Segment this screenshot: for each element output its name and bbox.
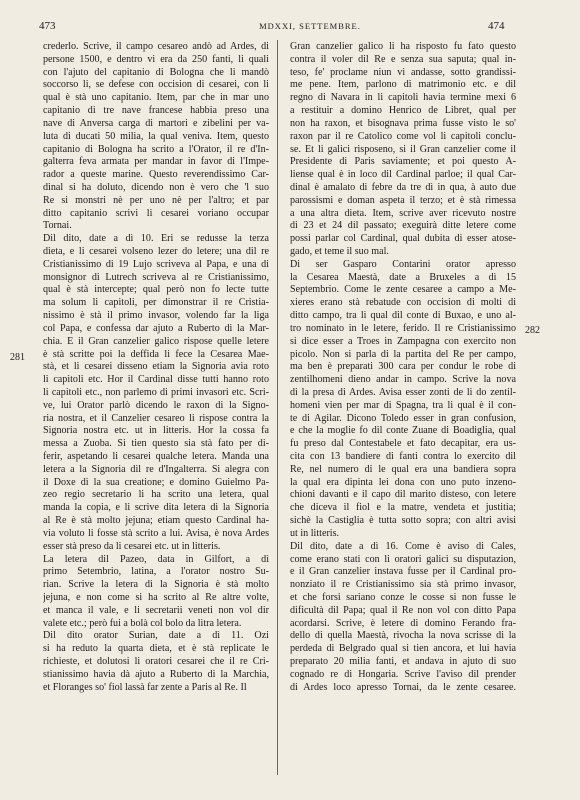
text-line: è stà scritte poi la deffida li fece la Cesarea Mae- — [43, 348, 269, 360]
text-line: che diceva il fiol e la matre, vendeta et justitia; — [290, 502, 516, 514]
text-line: il Doxe di la sua creatione; e domino Guielmo Pa- — [43, 476, 269, 488]
text-line: richieste, et dolutosi li oratori cesarei che il re Cri- — [43, 656, 269, 667]
text-line: Dil dito, date a dì 16. Come è aviso di Cales, — [290, 540, 516, 552]
page-header — [0, 16, 580, 36]
text-line: e il Gran canzelier instava fusse per il Cardinal pro- — [290, 566, 516, 578]
text-line: qual è stà intercepte; qual però non fo lecte tutte — [43, 284, 269, 296]
text-line: regno di Navara in li capitoli havia termine mexi 6 — [290, 92, 516, 104]
text-line: teso, fe' proclame niun vi andasse, sotto grandissi- — [290, 66, 516, 78]
text-line: li capitoli etc., non parlemo di primi invasori etc. Scri- — [43, 386, 269, 398]
margin-number-right: 282 — [525, 325, 540, 336]
page-number-right: 474 — [488, 20, 505, 32]
text-line: parossismi e doman aspeta il terzo; et è stà rimessa — [290, 194, 516, 206]
text-line: al Re è stà molto jejuna; etiam questo Cardinal ha- — [43, 515, 269, 527]
text-line: soccorso li, se defese con occision di cesarei, con li — [43, 79, 269, 91]
text-line: chia. E il Gran canzelier galico rispose quelle letere — [43, 335, 269, 347]
text-line: gado, et teme il suo mal. — [290, 246, 389, 257]
text-line: esser stà preso da li cesarei etc. ut in litteris. — [43, 540, 221, 552]
text-line: picolo. Non si parla di la partita del Re per campo, — [290, 348, 516, 360]
text-line: preparato 20 milia fanti, et andava in ajuto di suo — [290, 656, 516, 667]
text-line: monsignor di Lutrech scriveva al re Cristianissimo, — [43, 271, 269, 283]
text-line: nissimo è stà il primo invasor, volendo far la liga — [43, 310, 269, 322]
text-line: con l'ajuto del capitanio di Bologna che li mandò — [43, 66, 269, 78]
text-line: ria nostra, et il Canzelier cesareo li rispose contra la — [43, 412, 269, 424]
text-line: ditto campo, tra li qual dil conte di Buxao, e uno al- — [290, 310, 516, 322]
text-line: te di Agilar. Dicono Toledo esser in gran confusion, — [290, 412, 516, 424]
text-line: cita con 13 bandiere di fanti contra lo exercito dil — [290, 451, 516, 462]
text-line: luta di ducati 50 milia, la qual veniva. Item, questo — [43, 130, 269, 142]
text-line: sichè la Castiglia è tutta sotto sopra; con altri avisi — [290, 515, 516, 527]
text-line: come erano stati con li oratori galici su disputazion, — [290, 553, 516, 565]
text-line: chioni davanti e il capo dil marito disteso, con letere — [290, 489, 516, 501]
text-line: me pene. Item, parlono di matrimonio etc. e dil — [290, 79, 516, 91]
margin-number-left: 281 — [10, 352, 25, 363]
text-line: la qual era dipinta lei dona con uno puto inzeno- — [290, 476, 516, 488]
text-line: rador a queste marine. Questo reverendissimo Car- — [43, 169, 269, 181]
text-line: dieta, e li cesarei volseno lezer do letere; una dil re — [43, 246, 269, 257]
text-line: ma solum li capitoli, per dimonstrar il re Cristia- — [43, 297, 269, 309]
text-line: ma ben è preparati 300 cara per condur le robe di — [290, 361, 516, 373]
text-line: nonziato il re Cristianissimo sia stà primo invasor, — [290, 579, 516, 591]
text-line: manda la copia, e li scrive dita letera di la Signoria — [43, 502, 269, 514]
text-line: liense qual è in loco dil Cardinal parloe; il qual Car- — [290, 169, 516, 181]
text-line: rian. Scrive la letera di la Signoria è stà molto — [43, 579, 269, 591]
text-line: Gran canzelier galico li ha risposto fu fato questo — [290, 41, 516, 52]
text-line: li capitoli etc. Hor il Cardinal disse tutti hanno roto — [43, 374, 269, 386]
text-line: Re, nel numero di le qual era una bandiera sopra — [290, 463, 516, 475]
text-line: cognado re di Hongaria. Scrive l'aviso dil prender — [290, 668, 516, 680]
text-line: et manca il vale, e li secretarii veneti non vol dir — [43, 604, 269, 616]
text-line: La letera dil Pazeo, data in Gilfort, a dì — [43, 553, 269, 565]
left-column — [43, 41, 269, 694]
text-line: Dil dito orator Surian, date a dì 11. Ozi — [43, 630, 269, 642]
text-line: possi parlar col Cardinal, qual dubita di esser atose- — [290, 233, 516, 245]
text-line: a restituir a domino Henrico de Libret, qual per — [290, 105, 516, 117]
text-line: dello di quella Maestà, rivocha la nova scrisse di la — [290, 630, 516, 642]
text-line: zentilhomeni dieno andar in campo. Scrive la nova — [290, 374, 516, 386]
right-column — [290, 41, 516, 694]
text-line: si ha reduto la quarta dieta, et è stà replicate le — [43, 643, 269, 655]
text-line: se. Et li galici risposeno, si il Gran canzelier come il — [290, 143, 516, 155]
text-line: capitanio di Bologna ha scrito a l'Orator, il re d'In- — [43, 143, 269, 155]
text-line: capitanio di tre nave francese habbia preso una — [43, 105, 269, 117]
text-line: di la presa di Ardes. Avisa esser zonti de li do zentil- — [290, 386, 516, 398]
text-line: non ha raxon, et bisognava prima fusse visto le so' — [290, 117, 516, 129]
text-line: primo Setembrio, latina, a l'orator nostro Su- — [43, 566, 269, 578]
text-line: nave di Anversa carga di martori e zibelini per va- — [43, 117, 269, 129]
text-line: zeo regio secretario li ha scrito una letera, qual — [43, 489, 269, 501]
text-line: tro nominato in le letere, ferido. Il re Cristianissimo — [290, 322, 516, 334]
text-line: messa a Zuoba. Si tien questo sia stà fato per di- — [43, 438, 269, 450]
text-line: Signoria nostra etc. ut in litteris. Hor la cossa fa — [43, 425, 269, 437]
text-line: xieres erano stà rebatude con occision di molti di — [290, 297, 516, 309]
text-line: dinal è amalato di febre da tre dì in qua, à auto due — [290, 181, 516, 193]
page-number-left: 473 — [39, 20, 56, 32]
text-line: e che la moglie fo dil conte Zuane di Boadiglia, qual — [290, 425, 516, 437]
text-line: col Papa, e confessa dar ajuto a Ruberto di la Mar- — [43, 322, 269, 334]
running-title: MDXXI, SETTEMBRE. — [259, 21, 361, 31]
text-line: Tornai. — [43, 220, 72, 232]
text-line: di Ardes loco apresso Tornai, da le zente cesaree. — [290, 681, 516, 693]
text-line: qual è stà uno capitanio. Item, par che in mar uno — [43, 92, 269, 104]
text-line: galterra feva armata per mandar in favor di l'Impe- — [43, 156, 269, 168]
text-line: homeni vien per mar di Spagna, tra li qual è il con- — [290, 399, 516, 411]
text-line: ditto capitanio scrivi li cesarei voriano occupar — [43, 207, 269, 219]
text-line: di 23 et 24 dil passato; exeguirà ditte letere come — [290, 220, 516, 232]
text-line: fu preso dal Contestabele et fato decapitar, era us- — [290, 438, 516, 450]
text-line: via voluto li fosse stà scrito a lui. Avisa, è nova Ardes — [43, 527, 269, 539]
text-line: perdeda di Belgrado qual si tien ancora, et lui havia — [290, 643, 516, 655]
text-line: acordarsi. Scrive, è letere di domino Ferando fra- — [290, 617, 516, 629]
text-line: ferir, aspetando li cesarei qualche letera. Manda una — [43, 451, 269, 462]
column-divider — [277, 40, 278, 775]
text-line: Di ser Gasparo Contarini orator apresso — [290, 258, 516, 270]
text-line: Presidente di Paris saviamente; et poi questo A- — [290, 156, 516, 168]
text-line: persone 1500, e dentro vi era da 250 fanti, li quali — [43, 53, 269, 65]
text-line: stà, et li cesarei disseno etiam la Signoria avia roto — [43, 361, 269, 373]
text-line: dinal si ha doluto, dicendo non è vero che 'l suo — [43, 181, 269, 193]
text-line: crederlo. Scrive, il campo cesareo andò ad Ardes, di — [43, 41, 269, 52]
text-line: ve, lui Orator parlò dicendo le raxon di la Signo- — [43, 399, 269, 411]
text-line: stianissimo havia dà ajuto a Ruberto di la Marchia, — [43, 668, 269, 680]
text-line: letera a la Signoria dil re d'Ingalterra. Si alegra con — [43, 463, 269, 475]
text-line: contra il voler dil Re e senza sua saputa; qual in- — [290, 53, 516, 65]
text-line: et Floranges so' fiol lassà far zente a Paris al Re. Il — [43, 681, 247, 693]
text-line: a una altra dieta. Item, scrive aver ricevuto nostre — [290, 207, 516, 219]
text-line: Dil dito, date a dì 10. Eri se redusse la terza — [43, 233, 269, 245]
text-line: valete etc.; però fui a bolà col bolo da litra letera. — [43, 617, 242, 629]
text-line: ut in litteris. — [290, 527, 340, 539]
text-line: Re si monstri nè per uno nè per l'altro; et par — [43, 194, 269, 206]
text-line: jejuna, e non come si ha scrito al Re altre volte, — [43, 591, 269, 603]
text-line: Cristianissimo di 19 Lujo scriveva al Papa, e una di — [43, 258, 269, 270]
text-line: la Cesarea Maestà, date a Bruxeles a dì 15 — [290, 271, 516, 283]
text-line: dificultà dil Papa; qual il Re non vol con ditto Papa — [290, 604, 516, 616]
text-line: et che forsi sariano conze le cosse si non fusse le — [290, 591, 516, 603]
text-line: si dice esser a Troes in Zampagna con exercito non — [290, 335, 516, 347]
text-line: raxon par il re Catolico come vol li capitoli conclu- — [290, 130, 516, 142]
text-line: Septembrio. Come le zente cesaree a campo a Me- — [290, 284, 516, 296]
